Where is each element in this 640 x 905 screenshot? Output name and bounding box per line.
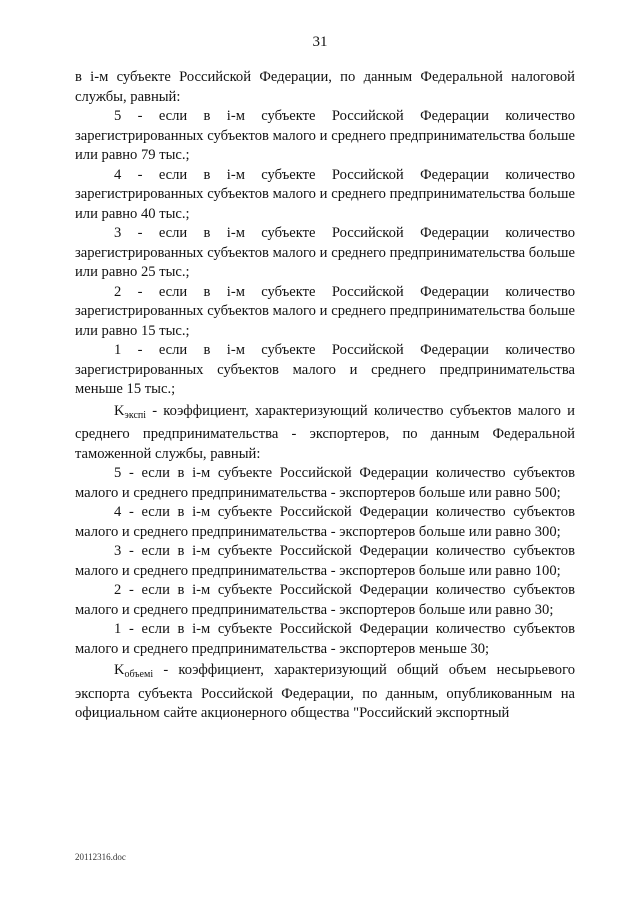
paragraph-item-4: 4 - если в i-м субъекте Российской Федерации количество зарегистрированных субъектов малого и среднего предпринимательства больше или равно 40 тыс.; bbox=[75, 166, 575, 222]
paragraph-coef-volume bbox=[75, 661, 575, 724]
coef-volume-symbol: $K_{объемi}$ bbox=[114, 662, 154, 680]
coef-volume-text: - коэффициент, характеризующий общий объем несырьевого экспорта субъекта Российской Федерации, по данным, опубликованным на официальном сайте акционерного общества "Российский экспортный bbox=[75, 662, 575, 721]
paragraph-intro: в i-м субъекте Российской Федерации, по данным Федеральной налоговой службы, равный: bbox=[75, 69, 575, 105]
export-item-4: 4 - если в i-м субъекте Российской Федерации количество субъектов малого и среднего предпринимательства - экспортеров больше или равно 300; bbox=[75, 504, 575, 540]
coef-export-text: - коэффициент, характеризующий количество субъектов малого и среднего предпринимательства - экспортеров, по данным Федеральной таможенной службы, равный: bbox=[75, 402, 575, 462]
paragraph-coef-export bbox=[75, 402, 575, 465]
paragraph-item-3: 3 - если в i-м субъекте Российской Федерации количество зарегистрированных субъектов малого и среднего предпринимательства больше или равно 25 тыс.; bbox=[75, 225, 575, 280]
footer-filename: 20112316.doc bbox=[75, 852, 126, 862]
paragraph-item-1: 1 - если в i-м субъекте Российской Федерации количество зарегистрированных субъектов малого и среднего предпринимательства меньше 15 тыс.; bbox=[75, 342, 575, 397]
paragraph-item-2: 2 - если в i-м субъекте Российской Федерации количество зарегистрированных субъектов малого и среднего предпринимательства больше или равно 15 тыс.; bbox=[75, 283, 575, 339]
page-number: 31 bbox=[312, 34, 328, 50]
export-item-2: 2 - если в i-м субъекте Российской Федерации количество субъектов малого и среднего предпринимательства - экспортеров больше или равно 30; bbox=[75, 582, 575, 618]
paragraph-item-5: 5 - если в i-м субъекте Российской Федерации количество зарегистрированных субъектов малого и среднего предпринимательства больше или равно 79 тыс.; bbox=[75, 108, 575, 163]
export-item-3: 3 - если в i-м субъекте Российской Федерации количество субъектов малого и среднего предпринимательства - экспортеров больше или равно 100; bbox=[75, 543, 575, 579]
document-body bbox=[75, 68, 575, 724]
export-item-1: 1 - если в i-м субъекте Российской Федерации количество субъектов малого и среднего предпринимательства - экспортеров меньше 30; bbox=[75, 621, 575, 657]
export-item-5: 5 - если в i-м субъекте Российской Федерации количество субъектов малого и среднего предпринимательства - экспортеров больше или равно 500; bbox=[75, 465, 575, 501]
coef-export-symbol: $K_{экспi}$ bbox=[114, 402, 147, 421]
